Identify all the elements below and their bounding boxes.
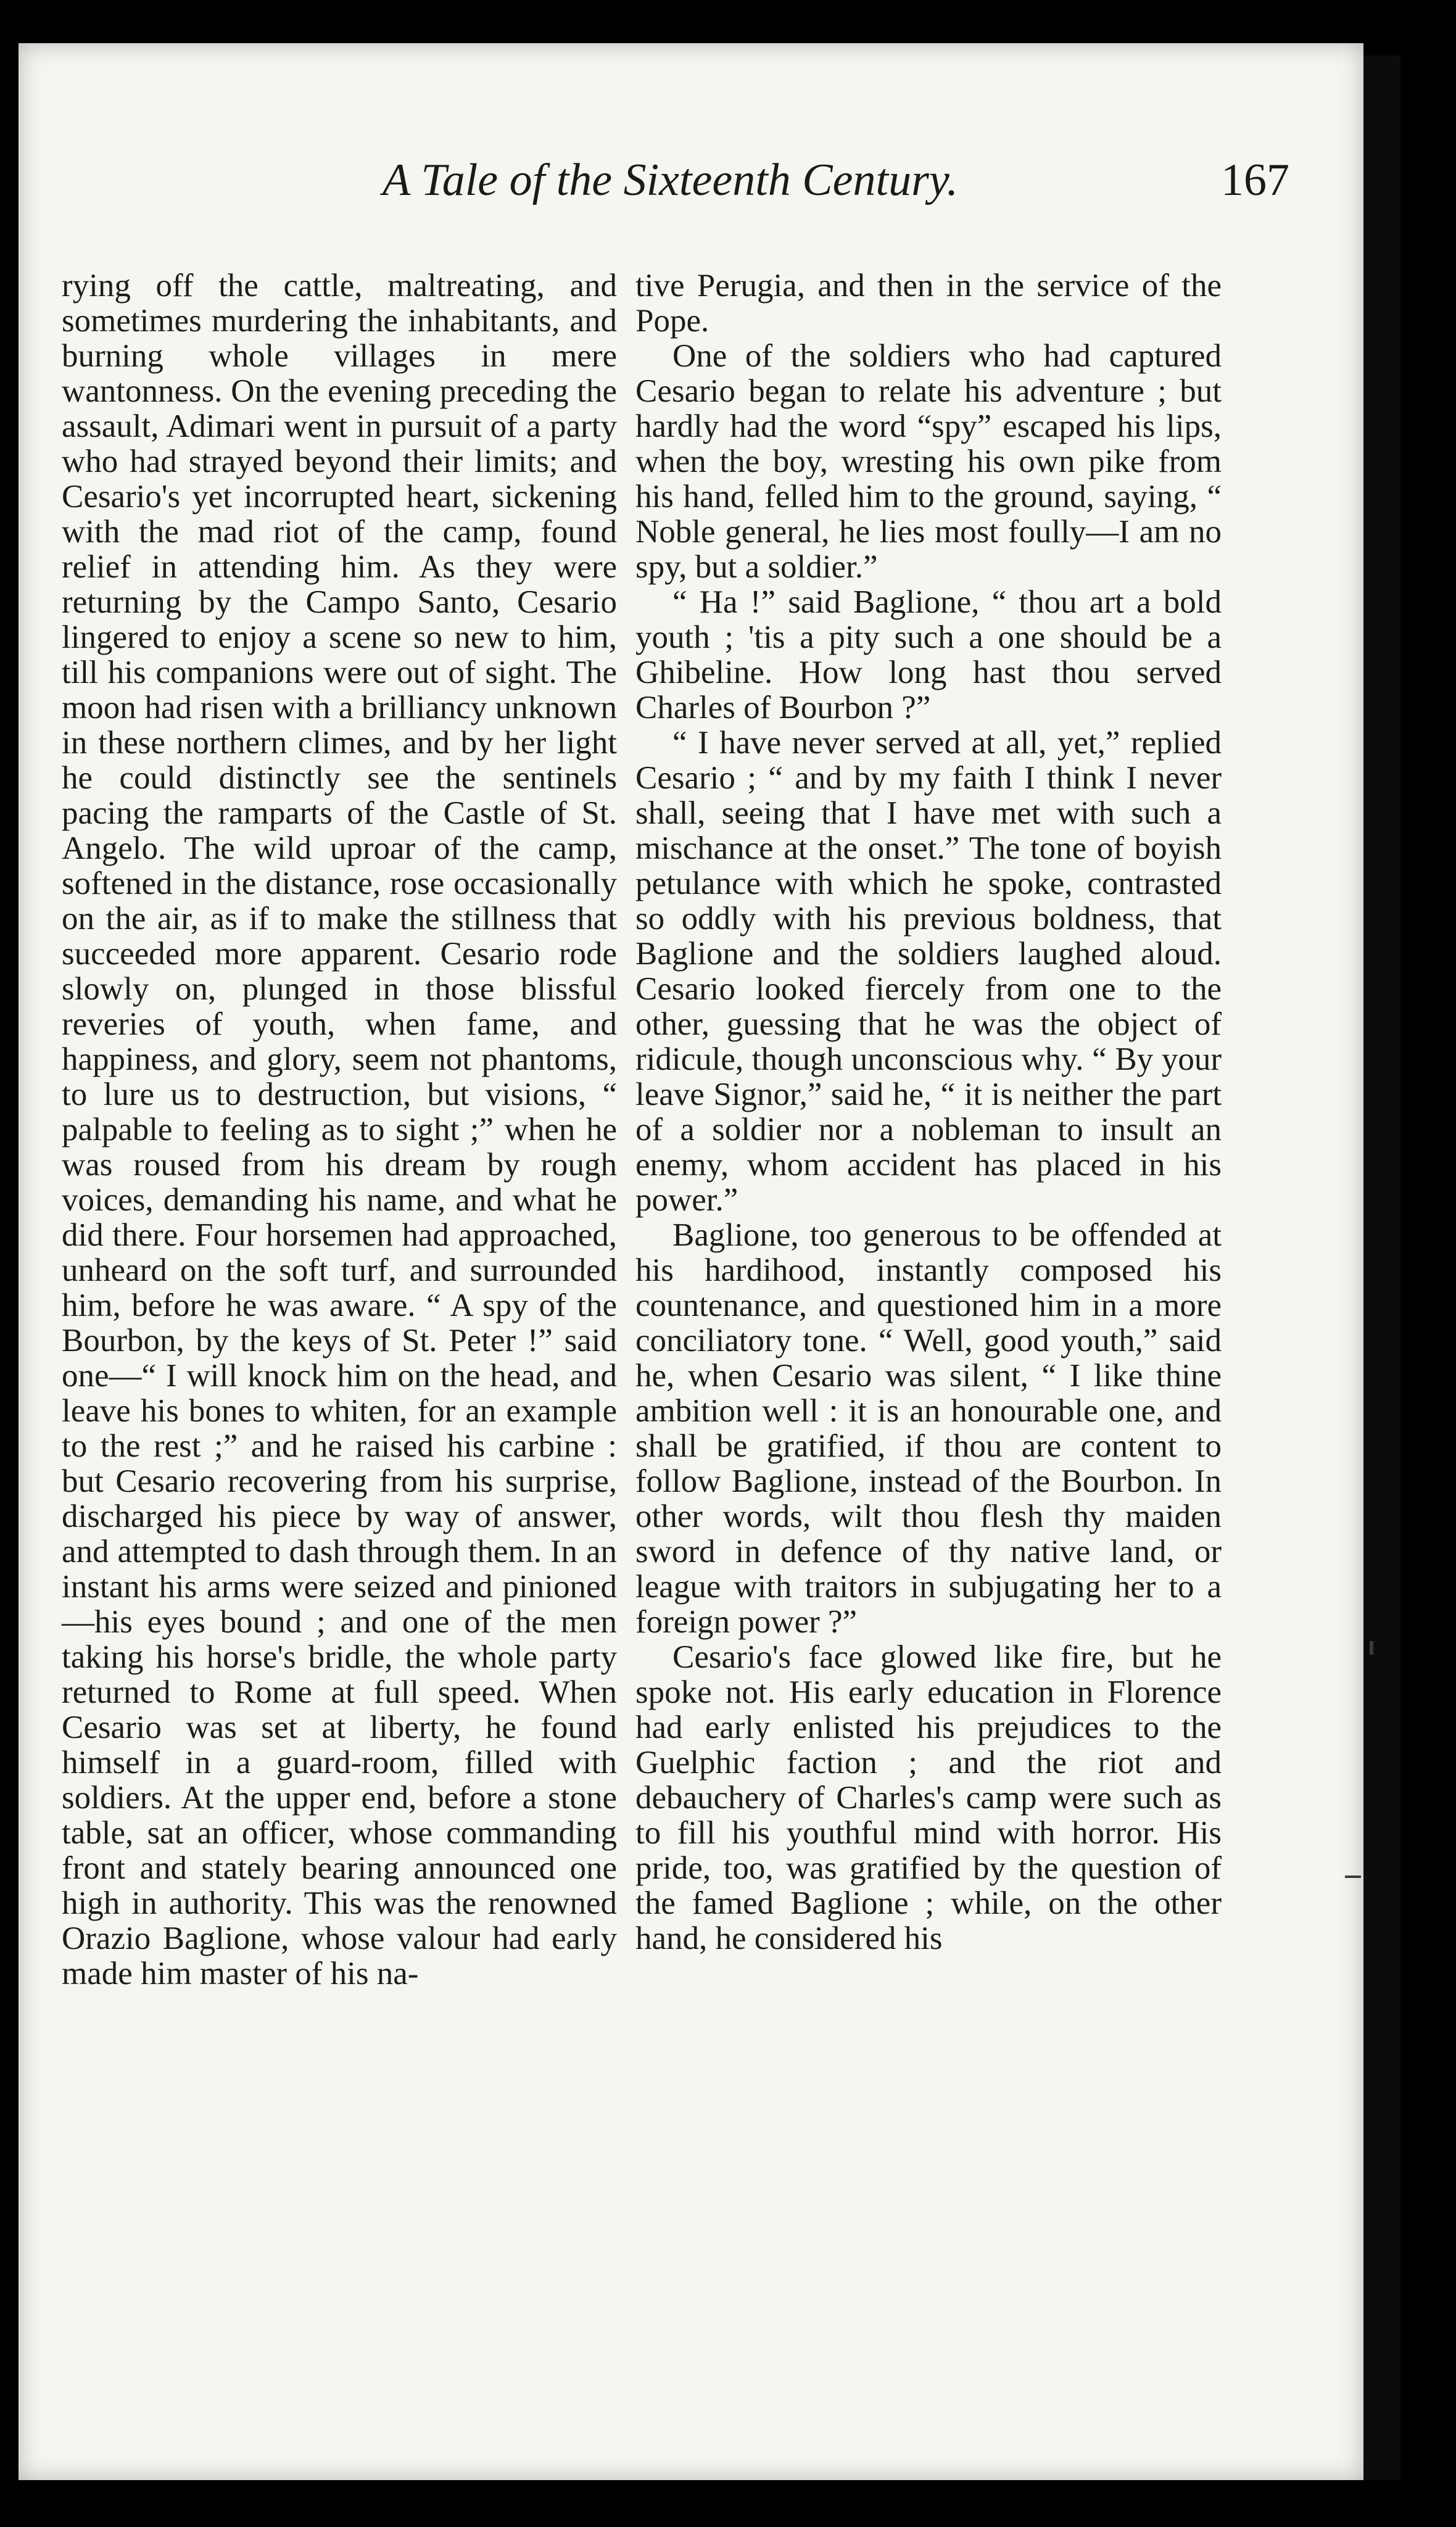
paragraph: rying off the cattle, maltreating, and sometimes murdering the inhabitants, and burning whole villages in mere wantonness. On the evening preceding the assault, Adimari went in pursuit of a party who had strayed beyond their limits; and Cesario's yet incorrupted heart, sickening with the mad riot of the camp, found relief in attending him. As they were returning by the Campo Santo, Cesario lingered to enjoy a scene so new to him, till his companions were out of sight. The moon had risen with a brilliancy unknown in these northern climes, and by her light he could distinctly see the sentinels pacing the ramparts of the Castle of St. Angelo. The wild uproar of the camp, softened in the distance, rose occasionally on the air, as if to make the stillness that succeeded more apparent. Cesario rode slowly on, plunged in those blissful reveries of youth, when fame, and happiness, and glory, seem not phantoms, to lure us to destruction, but visions, “ palpable to feeling as to sight ;” when he was roused from his dream by rough voices, demanding his name, and what he did there. Four horsemen had approached, unheard on the soft turf, and surrounded him, before he was aware. “ A spy of the Bourbon, by the keys of St. Peter !” said one—“ I will knock him on the head, and leave his bones to whiten, for an example to the rest ;” and he raised his carbine : but Cesario recovering from his surprise, discharged his piece by way of answer, and attempted to dash through them. In an instant his arms were seized and pinioned—his eyes bound ; and one of the men taking his horse's bridle, the whole party returned to Rome at full speed. When Cesario was set at liberty, he found himself in a guard-room, filled with soldiers. At the upper end, before a stone table, sat an officer, whose commanding front and stately bearing announced one high in authority. This was the renowned Orazio Baglione, whose valour had early made him master of his na-: [62, 268, 617, 1991]
right-text-column: [635, 268, 1222, 1956]
paragraph: Baglione, too generous to be offended at his hardihood, instantly composed his countenance, and questioned him in a more conciliatory tone. “ Well, good youth,” said he, when Cesario was silent, “ I like thine ambition well : it is an honourable one, and shall be gratified, if thou are content to follow Baglione, instead of the Bourbon. In other words, wilt thou flesh thy maiden sword in defence of thy native land, or league with traitors in subjugating her to a foreign power ?”: [635, 1217, 1222, 1640]
page-number: 167: [1221, 155, 1289, 205]
running-title: A Tale of the Sixteenth Century.: [383, 155, 959, 205]
page-header: [364, 139, 1289, 213]
paragraph: One of the soldiers who had captured Cesario began to relate his adventure ; but hardly had the word “spy” escaped his lips, when the boy, wresting his own pike from his hand, felled him to the ground, saying, “ Noble general, he lies most foully—I am no spy, but a soldier.”: [635, 338, 1222, 585]
book-page: [19, 43, 1363, 2480]
scan-speck: [1345, 1876, 1361, 1878]
paragraph: tive Perugia, and then in the service of the Pope.: [635, 268, 1222, 339]
paragraph: “ Ha !” said Baglione, “ thou art a bold youth ; 'tis a pity such a one should be a Ghibeline. How long hast thou served Charles of Bourbon ?”: [635, 584, 1222, 726]
paragraph: Cesario's face glowed like fire, but he spoke not. His early education in Florence had early enlisted his prejudices to the Guelphic faction ; and the riot and debauchery of Charles's camp were such as to fill his youthful mind with horror. His pride, too, was gratified by the question of the famed Baglione ; while, on the other hand, he considered his: [635, 1639, 1222, 1956]
page-edge-shadow: [1363, 56, 1400, 2480]
left-text-column: [62, 268, 617, 1991]
scan-speck: [1370, 1641, 1373, 1655]
paragraph: “ I have never served at all, yet,” replied Cesario ; “ and by my faith I think I never shall, seeing that I have met with such a mischance at the onset.” The tone of boyish petulance with which he spoke, contrasted so oddly with his previous boldness, that Baglione and the soldiers laughed aloud. Cesario looked fiercely from one to the other, guessing that he was the object of ridicule, though unconscious why. “ By your leave Signor,” said he, “ it is neither the part of a soldier nor a nobleman to insult an enemy, whom accident has placed in his power.”: [635, 725, 1222, 1218]
